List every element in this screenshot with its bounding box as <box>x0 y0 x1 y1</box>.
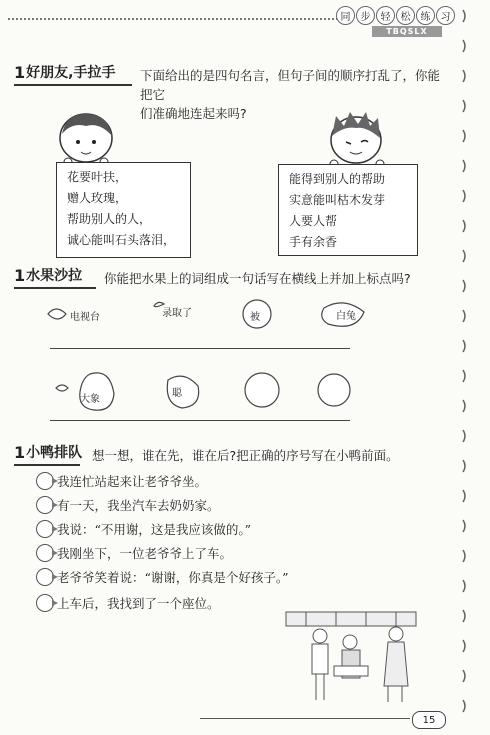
section1-instruction: 下面给出的是四句名言，但句子间的顺序打乱了，你能把它 们准确地连起来吗? <box>140 68 441 121</box>
fruit-word: 白兔 <box>336 311 356 322</box>
right-phrase: 手有余香 <box>289 235 338 249</box>
fruit-word: 聪 <box>172 388 182 399</box>
section3-underline <box>14 464 80 466</box>
duck-icon[interactable] <box>36 544 54 562</box>
duck-icon[interactable] <box>36 496 54 514</box>
header-char: 松 <box>396 6 415 25</box>
duck-icon[interactable] <box>36 594 54 612</box>
right-phrase-box <box>278 164 418 256</box>
left-phrase: 帮助别人的人， <box>67 212 152 226</box>
section2-underline <box>14 287 96 289</box>
header-subtitle: TBQSLX <box>372 26 442 37</box>
section1-header <box>14 62 115 82</box>
left-phrase: 诚心能叫石头落泪， <box>67 233 176 247</box>
left-phrase: 赠人玫瑰， <box>67 191 128 205</box>
boy-illustration <box>316 108 396 168</box>
right-phrase: 实意能叫枯木发芽 <box>289 193 386 207</box>
header-char: 习 <box>436 6 455 25</box>
header-dotted-line <box>8 18 338 20</box>
fruit-word: 被 <box>250 312 260 323</box>
answer-line-1[interactable] <box>50 348 350 349</box>
duck-item[interactable]: 我说：“不用谢，这是我应该做的。” <box>36 520 251 538</box>
right-phrase: 能得到别人的帮助 <box>289 172 386 186</box>
section3-number: 1 <box>14 443 26 462</box>
bus-scene-illustration <box>276 606 426 706</box>
fruit-row-2-art <box>50 366 360 412</box>
header-char: 练 <box>416 6 435 25</box>
header-title <box>336 6 455 25</box>
duck-icon[interactable] <box>36 568 54 586</box>
section2-title: 水果沙拉 <box>26 268 83 284</box>
fruit-word: 电视台 <box>70 312 100 323</box>
right-phrase: 人要人帮 <box>289 214 338 228</box>
section3-title: 小鸭排队 <box>26 445 83 461</box>
answer-line-2[interactable] <box>50 420 350 421</box>
section2-header <box>14 265 82 285</box>
page-number: 15 <box>412 711 446 729</box>
section1-title: 好朋友,手拉手 <box>26 65 116 81</box>
section3-header <box>14 442 82 462</box>
section3-instruction: 想一想，谁在先，谁在后?把正确的序号写在小鸭前面。 <box>92 448 399 463</box>
section1-number: 1 <box>14 63 26 82</box>
duck-icon[interactable] <box>36 472 54 490</box>
duck-item[interactable]: 老爷爷笑着说：“谢谢，你真是个好孩子。” <box>36 568 289 586</box>
duck-item[interactable]: 上车后，我找到了一个座位。 <box>36 594 220 612</box>
fruit-word: 录取了 <box>162 308 192 319</box>
spiral-binding <box>454 0 472 735</box>
section1-underline <box>14 84 132 86</box>
duck-item[interactable]: 我刚坐下，一位老爷爷上了车。 <box>36 544 232 562</box>
header-char: 轻 <box>376 6 395 25</box>
section2-number: 1 <box>14 266 26 285</box>
left-phrase: 花要叶扶， <box>67 170 128 184</box>
header-char: 步 <box>356 6 375 25</box>
duck-item[interactable]: 有一天，我坐汽车去奶奶家。 <box>36 496 220 514</box>
left-phrase-box <box>56 162 191 258</box>
footer-line <box>200 718 410 719</box>
girl-illustration <box>50 108 130 166</box>
duck-item[interactable]: 我连忙站起来让老爷爷坐。 <box>36 472 207 490</box>
fruit-word: 大象 <box>80 394 100 405</box>
duck-icon[interactable] <box>36 520 54 538</box>
header-char: 同 <box>336 6 355 25</box>
section2-instruction: 你能把水果上的词组成一句话写在横线上并加上标点吗? <box>104 271 411 286</box>
